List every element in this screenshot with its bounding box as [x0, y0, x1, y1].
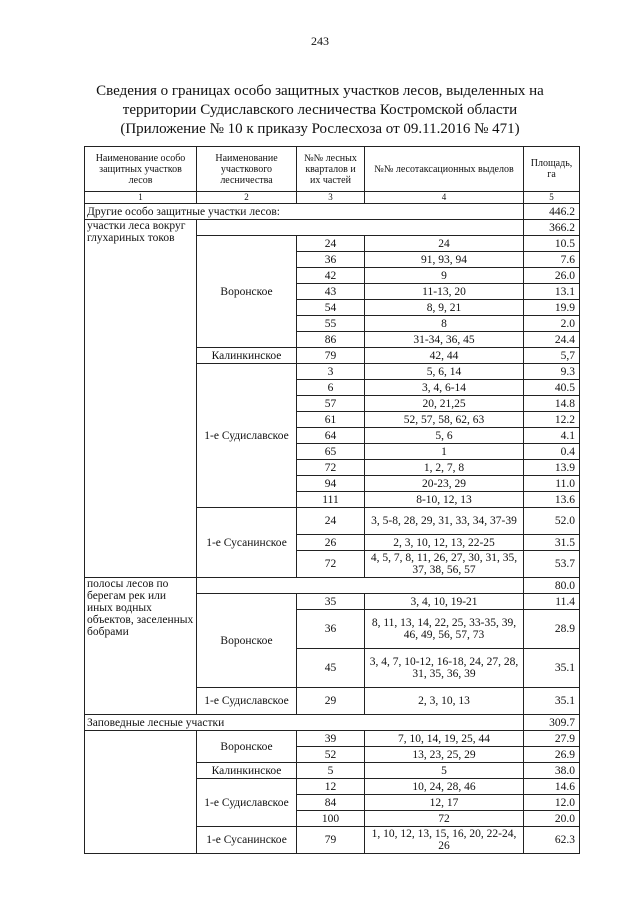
area-cell: 35.1 [524, 688, 580, 715]
quarter-cell: 24 [297, 508, 365, 535]
title-line: (Приложение № 10 к приказу Рослесхоза от 09.11.2016 № 471) [120, 121, 520, 137]
title-line: Сведения о границах особо защитных участков лесов, выделенных на [96, 83, 544, 99]
column-header: Наименование особо защитных участков лесов [85, 147, 197, 192]
area-cell: 40.5 [524, 380, 580, 396]
area-cell: 26.0 [524, 268, 580, 284]
area-cell: 10.5 [524, 236, 580, 252]
area-cell: 13.1 [524, 284, 580, 300]
quarter-cell: 45 [297, 649, 365, 688]
section-total-row [85, 220, 580, 236]
allotment-cell: 8 [365, 316, 524, 332]
quarter-cell: 35 [297, 594, 365, 610]
allotment-cell: 1, 10, 12, 13, 15, 16, 20, 22-24, 26 [365, 827, 524, 854]
area-cell: 24.4 [524, 332, 580, 348]
area-cell: 28.9 [524, 610, 580, 649]
area-cell: 62.3 [524, 827, 580, 854]
area-cell: 14.6 [524, 779, 580, 795]
column-number-row [85, 192, 580, 204]
allotment-cell: 72 [365, 811, 524, 827]
allotment-cell: 8, 11, 13, 14, 22, 25, 33-35, 39, 46, 49, 56, 57, 73 [365, 610, 524, 649]
allotment-cell: 5 [365, 763, 524, 779]
section-total-row [85, 578, 580, 594]
allotment-cell: 24 [365, 236, 524, 252]
district-name: 1-е Судиславское [197, 688, 297, 715]
empty-cell [197, 578, 524, 594]
allotment-cell: 8, 9, 21 [365, 300, 524, 316]
allotment-cell: 31-34, 36, 45 [365, 332, 524, 348]
quarter-cell: 36 [297, 610, 365, 649]
column-number: 5 [524, 192, 580, 204]
empty-cell [85, 731, 197, 854]
allotment-cell: 13, 23, 25, 29 [365, 747, 524, 763]
section-total-row [85, 204, 580, 220]
allotment-cell: 9 [365, 268, 524, 284]
area-cell: 13.9 [524, 460, 580, 476]
quarter-cell: 64 [297, 428, 365, 444]
area-cell: 52.0 [524, 508, 580, 535]
quarter-cell: 5 [297, 763, 365, 779]
allotment-cell: 8-10, 12, 13 [365, 492, 524, 508]
area-cell: 20.0 [524, 811, 580, 827]
column-header: №№ лесотаксационных выделов [365, 147, 524, 192]
quarter-cell: 72 [297, 551, 365, 578]
area-cell: 11.0 [524, 476, 580, 492]
allotment-cell: 10, 24, 28, 46 [365, 779, 524, 795]
section-label: полосы лесов по берегам рек или иных водных объектов, заселенных бобрами [85, 578, 197, 715]
quarter-cell: 79 [297, 827, 365, 854]
quarter-cell: 94 [297, 476, 365, 492]
quarter-cell: 111 [297, 492, 365, 508]
section-label: Заповедные лесные участки [85, 715, 524, 731]
document-title [60, 82, 580, 139]
district-name: 1-е Сусанинское [197, 827, 297, 854]
quarter-cell: 72 [297, 460, 365, 476]
area-cell: 31.5 [524, 535, 580, 551]
quarter-cell: 24 [297, 236, 365, 252]
page-number: 243 [311, 34, 329, 48]
section-label: участки леса вокруг глухариных токов [85, 220, 197, 578]
allotment-cell: 2, 3, 10, 12, 13, 22-25 [365, 535, 524, 551]
section-total-row [85, 715, 580, 731]
quarter-cell: 43 [297, 284, 365, 300]
allotment-cell: 52, 57, 58, 62, 63 [365, 412, 524, 428]
allotment-cell: 3, 5-8, 28, 29, 31, 33, 34, 37-39 [365, 508, 524, 535]
quarter-cell: 6 [297, 380, 365, 396]
section-area: 446.2 [524, 204, 580, 220]
allotment-cell: 4, 5, 7, 8, 11, 26, 27, 30, 31, 35, 37, 38, 56, 57 [365, 551, 524, 578]
quarter-cell: 54 [297, 300, 365, 316]
quarter-cell: 86 [297, 332, 365, 348]
area-cell: 53.7 [524, 551, 580, 578]
quarter-cell: 29 [297, 688, 365, 715]
district-name: Калинкинское [197, 348, 297, 364]
quarter-cell: 36 [297, 252, 365, 268]
allotment-cell: 5, 6 [365, 428, 524, 444]
quarter-cell: 42 [297, 268, 365, 284]
area-cell: 2.0 [524, 316, 580, 332]
section-area: 366.2 [524, 220, 580, 236]
allotment-cell: 1, 2, 7, 8 [365, 460, 524, 476]
allotment-cell: 3, 4, 10, 19-21 [365, 594, 524, 610]
column-number: 2 [197, 192, 297, 204]
column-header: Наименование участкового лесничества [197, 147, 297, 192]
allotment-cell: 1 [365, 444, 524, 460]
protected-areas-table [84, 146, 580, 854]
area-cell: 5,7 [524, 348, 580, 364]
title-line: территории Судиславского лесничества Костромской области [122, 102, 518, 118]
quarter-cell: 12 [297, 779, 365, 795]
allotment-cell: 7, 10, 14, 19, 25, 44 [365, 731, 524, 747]
quarter-cell: 3 [297, 364, 365, 380]
table-header-row [85, 147, 580, 192]
allotment-cell: 3, 4, 7, 10-12, 16-18, 24, 27, 28, 31, 35, 36, 39 [365, 649, 524, 688]
quarter-cell: 61 [297, 412, 365, 428]
area-cell: 4.1 [524, 428, 580, 444]
district-name: Воронское [197, 594, 297, 688]
area-cell: 38.0 [524, 763, 580, 779]
table-row [85, 731, 580, 747]
column-header: Площадь, га [524, 147, 580, 192]
quarter-cell: 55 [297, 316, 365, 332]
quarter-cell: 84 [297, 795, 365, 811]
section-area: 309.7 [524, 715, 580, 731]
area-cell: 9.3 [524, 364, 580, 380]
allotment-cell: 91, 93, 94 [365, 252, 524, 268]
quarter-cell: 26 [297, 535, 365, 551]
allotment-cell: 5, 6, 14 [365, 364, 524, 380]
allotment-cell: 20, 21,25 [365, 396, 524, 412]
quarter-cell: 57 [297, 396, 365, 412]
column-header: №№ лесных кварталов и их частей [297, 147, 365, 192]
district-name: Воронское [197, 731, 297, 763]
area-cell: 27.9 [524, 731, 580, 747]
area-cell: 11.4 [524, 594, 580, 610]
area-cell: 12.0 [524, 795, 580, 811]
allotment-cell: 42, 44 [365, 348, 524, 364]
district-name: Воронское [197, 236, 297, 348]
area-cell: 19.9 [524, 300, 580, 316]
area-cell: 0.4 [524, 444, 580, 460]
area-cell: 35.1 [524, 649, 580, 688]
quarter-cell: 39 [297, 731, 365, 747]
district-name: 1-е Судиславское [197, 779, 297, 827]
column-number: 4 [365, 192, 524, 204]
allotment-cell: 20-23, 29 [365, 476, 524, 492]
empty-cell [197, 220, 524, 236]
section-label: Другие особо защитные участки лесов: [85, 204, 524, 220]
quarter-cell: 52 [297, 747, 365, 763]
district-name: 1-е Судиславское [197, 364, 297, 508]
area-cell: 26.9 [524, 747, 580, 763]
quarter-cell: 100 [297, 811, 365, 827]
quarter-cell: 65 [297, 444, 365, 460]
area-cell: 12.2 [524, 412, 580, 428]
quarter-cell: 79 [297, 348, 365, 364]
area-cell: 14.8 [524, 396, 580, 412]
allotment-cell: 3, 4, 6-14 [365, 380, 524, 396]
district-name: Калинкинское [197, 763, 297, 779]
allotment-cell: 11-13, 20 [365, 284, 524, 300]
area-cell: 13.6 [524, 492, 580, 508]
allotment-cell: 2, 3, 10, 13 [365, 688, 524, 715]
allotment-cell: 12, 17 [365, 795, 524, 811]
column-number: 3 [297, 192, 365, 204]
section-area: 80.0 [524, 578, 580, 594]
column-number: 1 [85, 192, 197, 204]
district-name: 1-е Сусанинское [197, 508, 297, 578]
area-cell: 7.6 [524, 252, 580, 268]
